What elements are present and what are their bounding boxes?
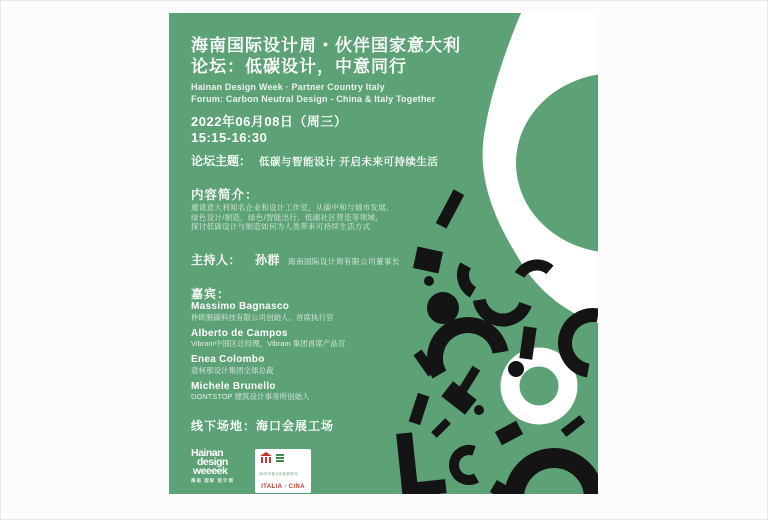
logo-row [191,449,311,493]
guest-list [191,301,345,407]
venue-line: 线下场地：海口会展工场 [191,419,335,433]
intro-section-label: 内容简介： [191,188,259,202]
hdw-logo-line: Hainan [191,447,224,459]
forum-theme [191,152,438,169]
guest-name: Enea Colombo [191,354,265,365]
title-line-2: 论坛：低碳设计，中意同行 [191,56,407,76]
guest-title: DONTSTOP 建筑设计事务所创始人 [191,392,310,401]
guest-title: 仲欧脱碳科技有限公司创始人、首席执行官 [191,312,334,322]
badge-top-row [259,452,307,464]
host-title: 海南国际设计周有限公司董事长 [288,257,401,266]
event-time: 15:15-16:30 [191,130,268,145]
hdw-logo-line: weeeek [193,465,228,477]
intro-line: 绿色设计/制造，绿色/智能出行，低碳社区营造等领域， [191,212,383,222]
event-datetime [191,114,347,146]
guest-name: Michele Brunello [191,380,276,392]
pavilion-icon [259,452,273,464]
badge-label: ITALIA - CINA [261,484,305,490]
hainan-design-week-logo [191,449,247,484]
intro-description [191,203,394,232]
italy-china-year-badge [255,449,311,493]
guest-title: Vibram中国区总经理，Vibram 集团首席产品官 [191,339,346,348]
guest-name: Alberto de Campos [191,327,288,339]
badge-caption: 2022中意文化和旅游年 [259,471,298,476]
host-label: 主持人： [191,253,242,267]
event-date: 2022年06月08日（周三） [191,114,348,129]
subtitle-line-2: Forum: Carbon Neutral Design - China & Italy Together [191,93,436,104]
intro-line: 探讨低碳设计与制造如何为人类带来可持续生活方式 [191,222,371,231]
badge-mark-icon [275,453,285,463]
guest-item [191,381,345,402]
guest-name: Massimo Bagnasco [191,301,290,312]
guests-section-label: 嘉宾： [191,287,231,301]
host-name: 孙群 [255,253,281,267]
guest-item [191,301,345,322]
forum-theme-text: 低碳与智能设计 开启未来可持续生活 [259,156,439,168]
guest-item [191,328,345,349]
hdw-logo-caption: 海南 国际 设计周 [191,478,234,483]
title-line-1: 海南国际设计周・伙伴国家意大利 [191,36,461,55]
event-poster [169,13,598,494]
guest-item [191,354,345,375]
poster-title [191,36,461,77]
subtitle-line-1: Hainan Design Week · Partner Country Italy [191,82,385,92]
poster-content [169,13,598,494]
guest-title: 意柯那设计集团全球总裁 [191,365,274,375]
forum-theme-label: 论坛主题： [191,154,252,168]
hdw-logo-line: design [197,456,228,468]
intro-line: 邀请意大利知名企业和设计工作室，从碳中和与城市发展、 [191,203,394,212]
poster-subtitle-english [191,82,435,105]
host-row [191,251,400,268]
